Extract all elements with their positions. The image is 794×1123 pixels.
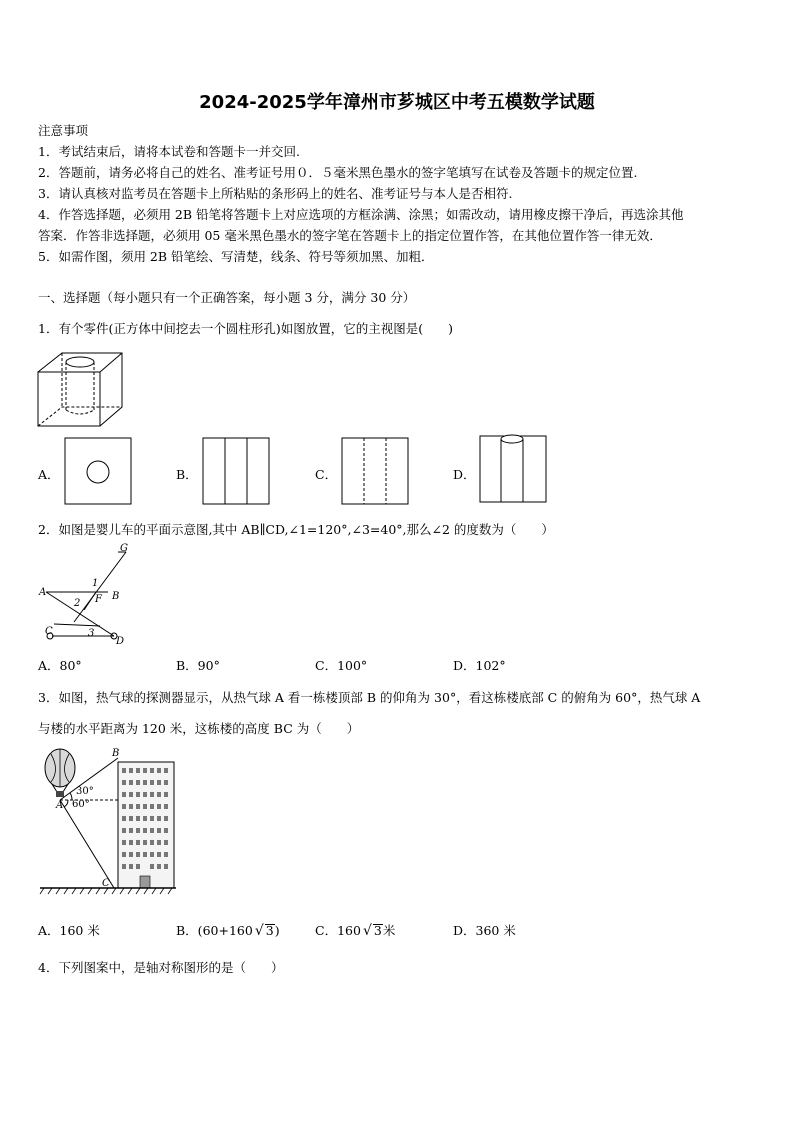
q1-option-a-figure [64,437,132,505]
q1-option-d-figure [479,434,547,506]
question-3-stem-line-1: 3．如图，热气球的探测器显示，从热气球 A 看一栋楼顶部 B 的仰角为 30°，看这栋楼底部 C 的俯角为 60°，热气球 A [38,690,701,705]
radical-icon: √ [362,923,372,939]
label-angle-2: 2 [74,598,81,609]
q3-option-c-unit: 米 [382,923,396,938]
q3-option-d: D．360 米 [453,923,516,938]
label-b: B [112,748,120,759]
label-g: G [120,543,128,554]
stroller-figure [38,542,138,646]
angle-30-label: 30° [76,786,94,797]
angle-60-label: 60° [72,799,90,810]
hot-air-balloon-icon [45,749,75,797]
cube-with-hole-figure [36,350,126,430]
q3-option-c-radicand: 3 [373,923,382,938]
label-a: A [56,800,64,811]
q2-option-b: B．90° [176,658,220,673]
note-item: 5．如需作图，须用 2B 铅笔绘、写清楚，线条、符号等须加黑、加粗． [38,249,434,264]
label-angle-3: 3 [88,628,95,639]
q1-option-c-label: C． [315,467,338,482]
radical-icon: √ [254,923,264,939]
question-1-stem: 1．有个零件(正方体中间挖去一个圆柱形孔)如图放置，它的主视图是( ) [38,321,453,336]
q1-option-b-figure [202,437,270,505]
q3-option-c-text: C．160 [315,923,361,938]
q1-option-c-figure [341,437,409,505]
q3-option-c [315,921,395,939]
question-4-stem: 4．下列图案中，是轴对称图形的是（ ） [38,960,284,975]
q3-option-b-close: ) [274,923,280,938]
q1-option-a-label: A． [38,467,60,482]
question-2-stem: 2．如图是婴儿车的平面示意图,其中 AB∥CD,∠1=120°,∠3=40°,那么∠2 的度数为（ ） [38,522,554,537]
building-icon [118,762,174,888]
label-angle-1: 1 [92,578,99,589]
label-f: F [95,594,102,605]
q3-option-a: A．160 米 [38,923,100,938]
note-item: 4．作答选择题，必须用 2B 铅笔将答题卡上对应选项的方框涂满、涂黑；如需改动，请用橡皮擦干净后，再选涂其他 [38,207,684,222]
label-b: B [112,591,120,602]
section-heading: 一、选择题（每小题只有一个正确答案，每小题 3 分，满分 30 分） [38,290,416,305]
q3-option-b [176,921,280,939]
label-c: C [45,626,53,637]
label-d: D [116,636,125,647]
q1-option-d-label: D． [453,467,476,482]
label-a: A [39,587,47,598]
note-item: 答案．作答非选择题，必须用 05 毫米黑色墨水的签字笔在答题卡上的指定位置作答，在其他位置作答一律无效． [38,228,662,243]
q2-option-a: A．80° [38,658,82,673]
label-c: C [102,878,110,889]
q3-option-b-text: B．(60+160 [176,923,253,938]
page-title: 2024-2025学年漳州市芗城区中考五模数学试题 [199,92,595,113]
question-3-stem-line-2: 与楼的水平距离为 120 米，这栋楼的高度 BC 为（ ） [38,721,360,736]
notes-heading: 注意事项 [38,123,89,138]
balloon-building-figure [38,744,178,896]
q1-option-b-label: B． [176,467,198,482]
note-item: 3．请认真核对监考员在答题卡上所粘贴的条形码上的姓名、准考证号与本人是否相符. [38,186,513,201]
q2-option-d: D．102° [453,658,506,673]
note-item: 2．答题前，请务必将自己的姓名、准考证号用０．５毫米黑色墨水的签字笔填写在试卷及答题卡的规定位置. [38,165,638,180]
q3-option-b-radicand: 3 [265,923,274,938]
q2-option-c: C．100° [315,658,368,673]
note-item: 1．考试结束后，请将本试卷和答题卡一并交回. [38,144,300,159]
